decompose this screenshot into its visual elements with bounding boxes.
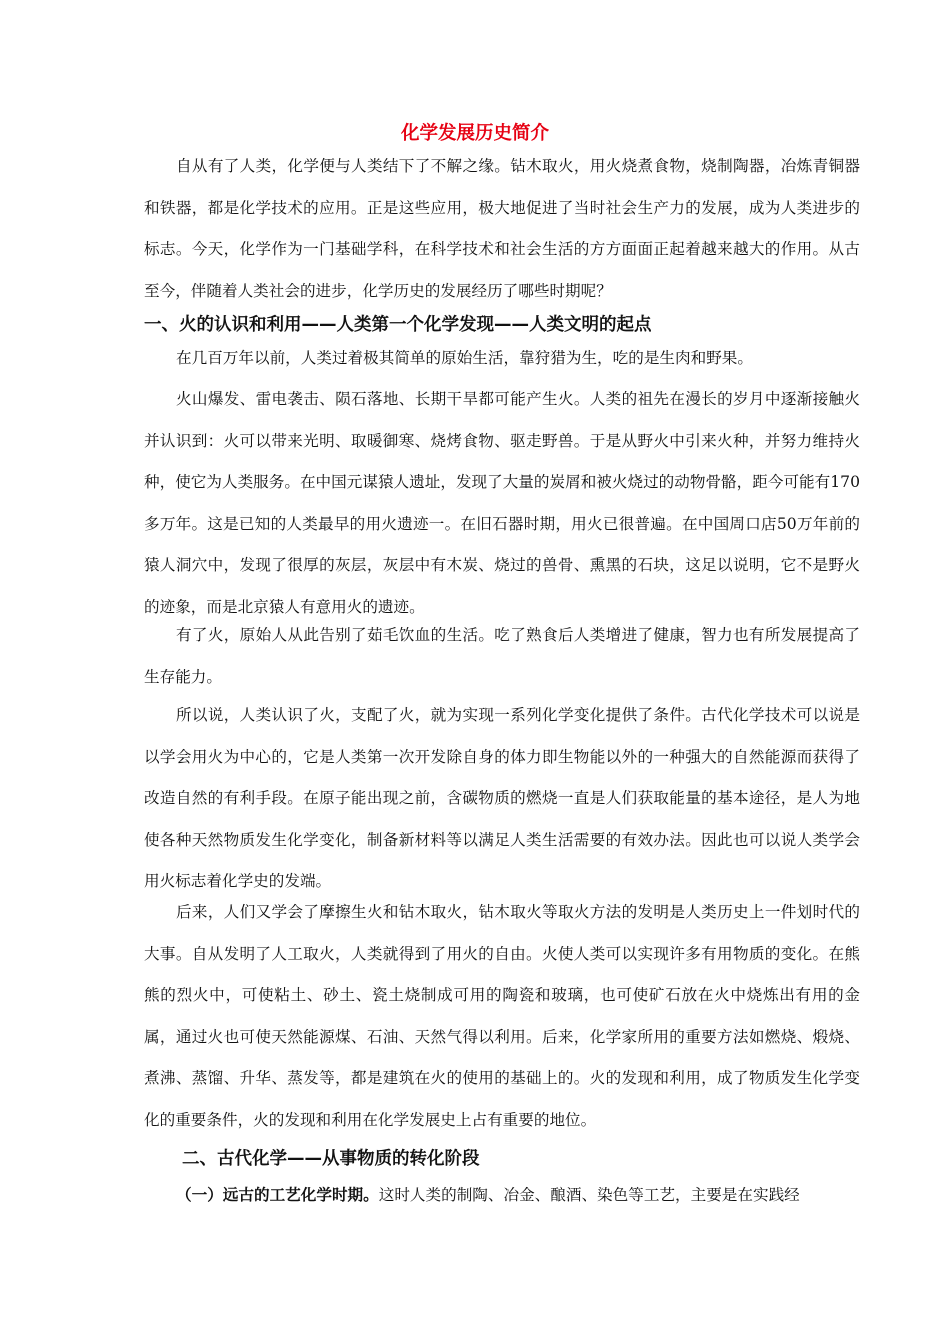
subsection-1-label: （一）远古的工艺化学时期。 [176,1185,379,1204]
subsection-1-text: 这时人类的制陶、冶金、酿酒、染色等工艺，主要是在实践经 [378,1186,800,1204]
section-1-paragraph-5: 后来，人们又学会了摩擦生火和钻木取火，钻木取火等取火方法的发明是人类历史上一件划时代的大事。自从发明了人工取火，人类就得到了用火的自由。火使人类可以实现许多有用物质的变化。在熊熊的烈火中，可使粘土、砂土、瓷土烧制成可用的陶瓷和玻璃，也可使矿石放在火中烧炼出有用的金属，通过火也可使天然能源煤、石油、天然气得以利用。后来，化学家所用的重要方法如燃烧、煅烧、煮沸、蒸馏、升华、蒸发等，都是建筑在火的使用的基础上的。火的发现和利用，成了物质发生化学变化的重要条件，火的发现和利用在化学发展史上占有重要的地位。 [144,903,860,1129]
intro-paragraph: 自从有了人类，化学便与人类结下了不解之缘。钻木取火，用火烧煮食物，烧制陶器，冶炼青铜器和铁器，都是化学技术的应用。正是这些应用，极大地促进了当时社会生产力的发展，成为人类进步的标志。今天，化学作为一门基础学科，在科学技术和社会生活的方方面面正起着越来越大的作用。从古至今，伴随着人类社会的进步，化学历史的发展经历了哪些时期呢？ [144,157,860,300]
section-2-heading: 二、古代化学——从事物质的转化阶段 [182,1149,480,1169]
section-1-heading: 一、火的认识和利用——人类第一个化学发现——人类文明的起点 [144,315,652,335]
section-2-subsection-1 [144,1174,860,1217]
section-1-paragraph-3: 有了火，原始人从此告别了茹毛饮血的生活。吃了熟食后人类增进了健康，智力也有所发展提高了生存能力。 [144,626,860,686]
section-1-paragraph-4: 所以说，人类认识了火，支配了火，就为实现一系列化学变化提供了条件。古代化学技术可以说是以学会用火为中心的，它是人类第一次开发除自身的体力即生物能以外的一种强大的自然能源而获得了改造自然的有利手段。在原子能出现之前，含碳物质的燃烧一直是人们获取能量的基本途径，是人为地使各种天然物质发生化学变化，制备新材料等以满足人类生活需要的有效办法。因此也可以说人类学会用火标志着化学史的发端。 [144,706,860,890]
section-1-paragraph-2: 火山爆发、雷电袭击、陨石落地、长期干旱都可能产生火。人类的祖先在漫长的岁月中逐渐接触火并认识到：火可以带来光明、取暖御寒、烧烤食物、驱走野兽。于是从野火中引来火种，并努力维持火种，使它为人类服务。在中国元谋猿人遗址，发现了大量的炭屑和被火烧过的动物骨骼，距今可能有170多万年。这是已知的人类最早的用火遗迹一。在旧石器时期，用火已很普遍。在中国周口店50万年前的猿人洞穴中，发现了很厚的灰层，灰层中有木炭、烧过的兽骨、熏黑的石块，这足以说明，它不是野火的迹象，而是北京猿人有意用火的遗迹。 [144,390,860,616]
section-1-paragraph-1: 在几百万年以前，人类过着极其简单的原始生活，靠狩猎为生，吃的是生肉和野果。 [176,349,753,367]
document-title: 化学发展历史简介 [400,123,549,144]
